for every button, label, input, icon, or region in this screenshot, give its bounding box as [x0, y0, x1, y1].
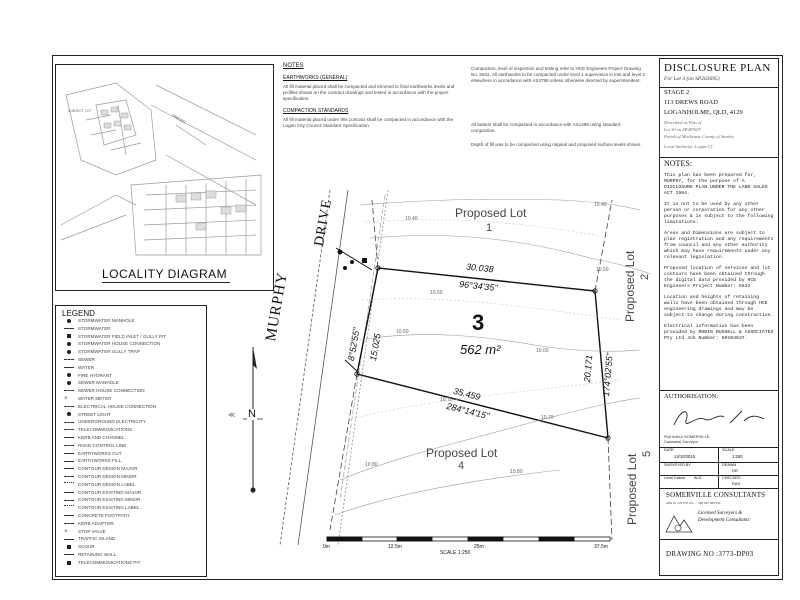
company-name: SOMERVILLE CONSULTANTS	[666, 491, 766, 499]
authorisation-heading: AUTHORISATION:	[664, 393, 719, 400]
legend-item-label: CONTOUR EXISTING LABEL	[78, 505, 140, 511]
legend-symbol-icon: ×	[64, 528, 68, 535]
contour-label: 10.40	[405, 216, 418, 222]
local-authority: Local Authority: Logan CC	[664, 144, 714, 149]
right-distance: 20.171	[582, 354, 595, 383]
scale-value-block: 1:250	[732, 454, 743, 459]
note-electrical: Electrical information has been provided by ROBIN RUSSELL & ASSOCIATES Pty Ltd Job Number: 50104637.	[664, 324, 774, 341]
legend-item-label: STORMWATER	[78, 325, 111, 331]
legend-item-label: SEWER MANHOLE	[78, 380, 119, 386]
compaction-text: All fill material placed under this contract shall be compacted in accordance with the Logan City Council Standard Specification.	[283, 117, 454, 129]
bottom-distance: 35.459	[452, 385, 482, 403]
stage-label: STAGE 2	[664, 89, 690, 96]
contour-label: 10.60	[536, 348, 549, 354]
earthworks-text: All fill material placed shall be compacted and trimmed to final earthworks levels and profiles shown on the contract drawings and tested in accordance with the project specification.	[283, 84, 455, 102]
top-bearing: 96°34'35"	[458, 279, 499, 293]
earthworks-heading: EARTHWORKS (GENERAL)	[283, 75, 348, 81]
legend-item-label: EARTHWORKS CUT	[78, 450, 122, 456]
road-name-drive: DRIVE	[312, 197, 336, 248]
lot-area: 562 m²	[460, 342, 501, 357]
legend-symbol-icon: ×	[64, 396, 68, 402]
address-line-1: 113 DREWS ROAD	[664, 99, 718, 106]
proposed-lot-4-number: 4	[458, 460, 465, 472]
legend-item-label: RETAINING WALL	[78, 552, 117, 557]
legend-item-label: ELECTRICAL HOUSE CONNECTION	[78, 403, 156, 409]
legend-item-label: SEWER HOUSE CONNECTION	[78, 388, 145, 394]
legend-item-label: KERB ADAPTOR	[78, 520, 114, 526]
plan-subtitle: For Lot 3 (on SP263695)	[664, 76, 720, 82]
left-bearing: 8°52'55"	[346, 326, 362, 362]
bottom-bearing: 284°14'15"	[445, 400, 491, 422]
notes-heading: NOTES	[283, 63, 304, 69]
surveyed-by-label: SURVEYED BY	[664, 463, 691, 467]
notes-right-heading: NOTES:	[664, 159, 692, 168]
contour-label: 10.40	[594, 202, 607, 208]
proposed-lot-2-label: Proposed Lot	[623, 250, 637, 322]
top-distance: 30.038	[465, 261, 495, 275]
contour-label: 10.80	[365, 462, 378, 468]
checked-value: RAS	[732, 481, 741, 486]
contour-label: 10.70	[541, 415, 554, 421]
proposed-lot-4-label: Proposed Lot	[426, 446, 498, 460]
company-tagline-1: Licensed Surveyors &	[698, 511, 743, 516]
contour-label: 10.70	[440, 397, 453, 403]
scale-tick-1: 12.5m	[388, 544, 402, 550]
date-label: DATE	[664, 448, 674, 452]
locality-subject-lot: SUBJECT LOT	[68, 109, 92, 113]
contour-label: 10.60	[396, 329, 409, 335]
compaction-heading: COMPACTION STANDARDS	[283, 108, 349, 114]
proposed-lot-1-label: Proposed Lot	[455, 206, 527, 220]
legend-item-label: STORMWATER MANHOLE	[78, 318, 135, 323]
scale-label: SCALE 1:250	[440, 550, 471, 556]
left-distance: 15.025	[368, 332, 383, 362]
legend-item-label: TELECOMMUNICATIONS PIT	[78, 559, 141, 565]
note-areas: Areas and Dimensions are subject to plan registration and any requirements from council and any other authority which may have requirements under any relevant legislation.	[664, 231, 774, 260]
legend-item-label: UNDERGROUND ELECTRICITY	[78, 419, 146, 425]
parish-description: Parish of Mackenzie County of Stanley	[664, 134, 735, 139]
checked-label: CHECKED	[722, 476, 741, 480]
lot-description: Lot 30 on SP287607	[664, 127, 701, 132]
north-label: N	[248, 408, 256, 420]
legend-item-label: CONTOUR EXISTING MAJOR	[78, 489, 142, 495]
legend-item-label: SCOUR	[78, 544, 95, 550]
legend-item-label: TELECOMMUNICATIONS	[78, 427, 133, 433]
legend-item-label: FIRE HYDRANT	[78, 372, 112, 378]
compaction-detail-text: Compaction, level of inspection and testing refer to HCE Engineers Project Drawing No. 5632. All earthworks to be compacted under level 1 supervision in lots and level 2 elsewhere in accordance with AS3798 unless otherwise directed by superintendent.	[471, 66, 645, 84]
legend-item-label: CONTOUR DESIGN MINOR	[78, 474, 137, 479]
legend-item-label: CONTOUR DESIGN MAJOR	[78, 466, 138, 472]
legend-item-label: STORMWATER GULLY TRAP	[78, 349, 140, 355]
legend-item-label: EARTHWORKS FILL	[78, 458, 122, 464]
legend-item-label: STREET LIGHT	[78, 411, 111, 417]
right-bearing: 174°02'55"	[601, 352, 615, 397]
plan-title: DISCLOSURE PLAN	[664, 62, 771, 74]
note-limitations: It is not to be used by any other person or corporation for any other purposes & is subject to the following limitations:	[664, 202, 774, 225]
contour-label: 10.80	[510, 469, 523, 475]
legend-item-label: WATER	[78, 364, 95, 370]
contour-label: 10.50	[430, 290, 443, 296]
address-line-2: LOGANHOLME, QLD, 4129	[664, 109, 743, 116]
locality-road-drews: DREWS	[170, 112, 187, 125]
lot-number: 3	[472, 310, 485, 335]
legend-heading: LEGEND	[62, 309, 95, 318]
legend-item-label: CONTOUR EXISTING MINOR	[78, 497, 141, 503]
surveyor-name: Rolf Arthur SOMERVILLE	[664, 434, 710, 439]
fill-depth-text: Depth of fill was to be compacted using original and proposed surface levels shown.	[471, 142, 642, 147]
legend-item-label: TRAFFIC ISLAND	[78, 536, 116, 542]
legend-item-label: STORMWATER HOUSE CONNECTION	[78, 341, 161, 347]
drawn-label: DRAWN	[722, 463, 737, 467]
scale-tick-3: 37.5m	[594, 544, 608, 550]
note-services: Proposed location of services and lot contours have been obtained through the digital data provided by HCE Engineers Project Number: 5632	[664, 266, 771, 289]
company-tagline-2: Development Consultants	[698, 518, 750, 523]
bearing-mark: ≪	[228, 412, 236, 419]
level-datum-label: Level Datum	[664, 476, 686, 480]
note-retaining-walls: Location and heights of retaining walls have been obtained through HCE engineering drawings and may be subject to change during construction.	[664, 295, 774, 318]
scale-tick-2: 25m	[474, 544, 484, 550]
legend-item-label: CONTOUR DESIGN LABEL	[78, 481, 136, 487]
scale-tick-0: 0m	[323, 544, 330, 550]
legend-item-label: SEWER	[78, 357, 95, 362]
road-name-murphy: MURPHY	[263, 270, 291, 343]
described-as: Described as Part of	[664, 120, 702, 125]
note-purpose: This plan has been prepared for, MURPHY, for the purpose of A DISCLOSURE PLAN UNDER THE LAND SALES ACT 1984.	[664, 173, 768, 196]
scale-bar	[327, 537, 610, 541]
legend-item-label: KERB AND CHANNEL	[78, 435, 125, 440]
company-contact: ABN 97 133 570 101 ... 488 092 589 592	[666, 501, 721, 505]
legend-item-label: STORMWATER FIELD INLET / GULLY PIT	[78, 333, 166, 339]
legend-item-label: CONCRETE FOOTPATH	[78, 513, 130, 518]
drawn-value: DR	[732, 468, 738, 473]
surveyor-role: Cadastral Surveyor	[664, 439, 699, 444]
level-datum-value: ALD	[694, 476, 702, 480]
legend-item-label: ROAD CONTROL LINE	[78, 442, 127, 448]
proposed-lot-5-number: 5	[641, 450, 653, 457]
legend-item-label: WATER METER	[78, 396, 112, 402]
scale-label-block: SCALE	[722, 448, 735, 452]
drawing-number: DRAWING NO :3773-DP03	[666, 550, 754, 558]
proposed-lot-5-label: Proposed Lot	[625, 453, 639, 525]
legend-item-label: STOP VALVE	[78, 528, 106, 534]
batters-text: All batters shall be compacted in accordance with AS1289 using standard compaction.	[471, 122, 621, 134]
contour-label: 10.50	[596, 267, 609, 273]
proposed-lot-2-number: 2	[639, 273, 651, 280]
locality-diagram-label: LOCALITY DIAGRAM	[102, 267, 228, 281]
date-value: 14/10/2015	[674, 454, 695, 459]
proposed-lot-1-number: 1	[486, 222, 493, 234]
